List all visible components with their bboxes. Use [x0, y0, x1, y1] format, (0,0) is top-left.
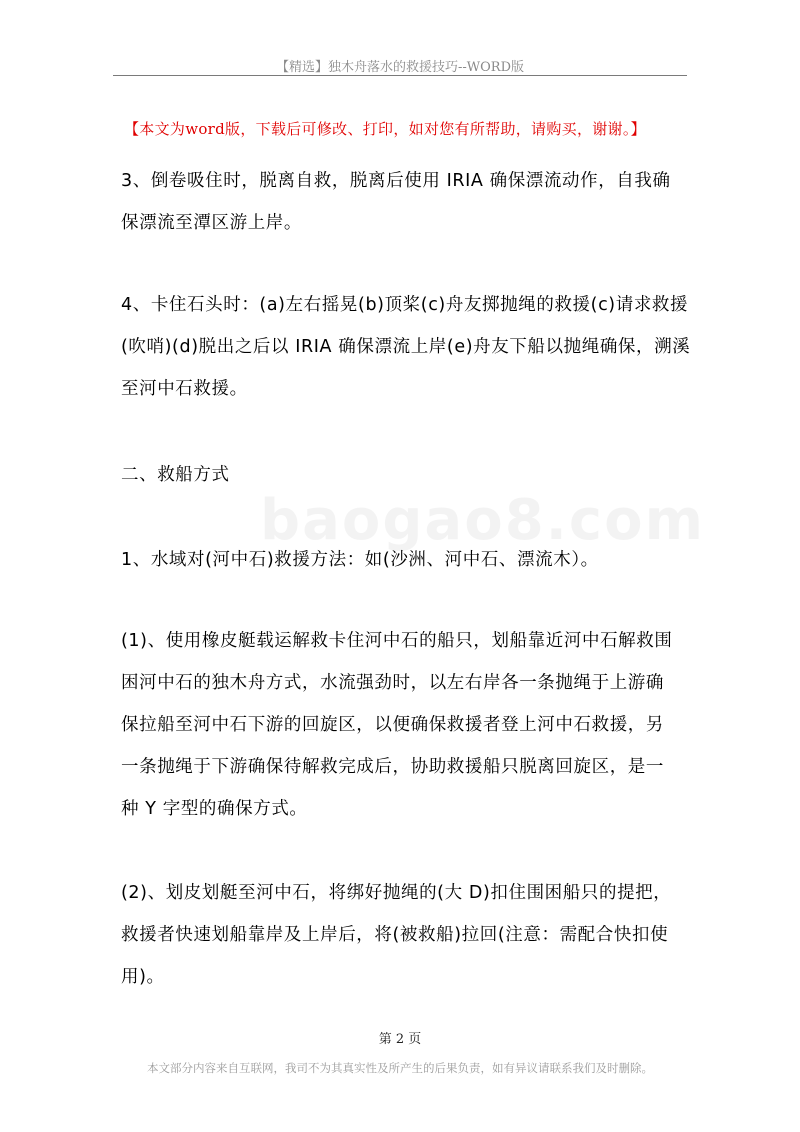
text-line: 4、卡住石头时：(a)左右摇晃(b)顶桨(c)舟友掷抛绳的救援(c)请求救援	[121, 295, 689, 315]
text-line: 至河中石救援。	[121, 379, 248, 399]
footer-disclaimer: 本文部分内容来自互联网，我司不为其真实性及所产生的后果负责，如有异议请联系我们及时删除。	[147, 1061, 653, 1075]
section-heading	[121, 454, 691, 496]
text-line: 用)。	[121, 967, 165, 987]
paragraph-3	[121, 160, 691, 244]
text-line: 保拉船至河中石下游的回旋区，以便确保救援者登上河中石救援，另	[121, 715, 664, 735]
paragraph-1-2	[121, 872, 691, 998]
paragraph-4	[121, 284, 691, 410]
paragraph-1-1	[121, 620, 691, 830]
text-line: 1、水域对(河中石)救援方法：如(沙洲、河中石、漂流木）。	[121, 550, 599, 570]
text-line: (吹哨)(d)脱出之后以 IRIA 确保漂流上岸(e)舟友下船以抛绳确保，溯溪	[121, 337, 691, 357]
heading-line: 二、救船方式	[121, 465, 230, 485]
text-line: 种 Y 字型的确保方式。	[121, 799, 308, 819]
text-line: 保漂流至潭区游上岸。	[121, 213, 302, 233]
page-header: 【精选】独木舟落水的救援技巧--WORD版	[275, 60, 525, 75]
paragraph-1	[121, 539, 691, 581]
text-line: 一条抛绳于下游确保待解救完成后，协助救援船只脱离回旋区，是一	[121, 757, 664, 777]
text-line: 救援者快速划船靠岸及上岸后，将(被救船)拉回(注意：需配合快扣使	[121, 925, 669, 945]
text-line: 3、倒卷吸住时，脱离自救，脱离后使用 IRIA 确保漂流动作，自我确	[121, 171, 671, 191]
header-divider	[113, 75, 687, 76]
page-number: 第 2 页	[378, 1032, 422, 1047]
text-line: 困河中石的独木舟方式，水流强劲时，以左右岸各一条抛绳于上游确	[121, 673, 664, 693]
red-notice: 【本文为word版，下载后可修改、打印，如对您有所帮助，请购买，谢谢。】	[124, 120, 646, 138]
text-line: (2)、划皮划艇至河中石，将绑好抛绳的(大 D)扣住围困船只的提把，	[121, 883, 672, 903]
text-line: (1)、使用橡皮艇载运解救卡住河中石的船只，划船靠近河中石解救围	[121, 631, 673, 651]
